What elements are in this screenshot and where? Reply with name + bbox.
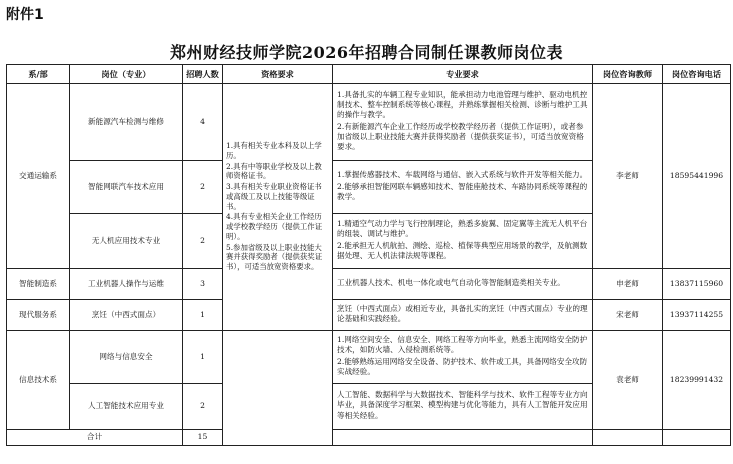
- position-cell: 工业机器人操作与运维: [70, 269, 183, 300]
- count-cell: 1: [183, 300, 223, 331]
- position-cell: 新能源汽车检测与维修: [70, 84, 183, 161]
- major-cell: [333, 269, 593, 300]
- major-item: 人工智能、数据科学与大数据技术、智能科学与技术、软件工程等专业方向毕业，具备深度学习框架、模型构建与优化等能力，具有人工智能开发应用等相关经验。: [337, 390, 588, 420]
- position-cell: 烹饪（中西式面点）: [70, 300, 183, 331]
- major-item: 2.能承担无人机航拍、测绘、巡检、植保等典型应用场景的教学，及航测数据处理、无人机法律法规等课程。: [337, 241, 588, 261]
- major-item: 2.有新能源汽车企业工作经历或学校教学经历者（提供工作证明），或者参加省级以上职业技能大赛并获得奖励者（提供获奖证书），可适当放宽资格要求。: [337, 122, 584, 152]
- major-item: 工业机器人技术、机电一体化或电气自动化等智能制造类相关专业。: [337, 277, 565, 287]
- count-cell: 4: [183, 84, 223, 161]
- header-qualification: 资格要求: [223, 65, 333, 84]
- teacher-manufacturing: 申老师: [593, 269, 663, 300]
- qualification-item: 2.具有中等职业学校及以上教师资格证书。: [226, 161, 322, 181]
- major-cell: [333, 214, 593, 269]
- header-count: 招聘人数: [183, 65, 223, 84]
- qualification-item: 5.参加省级及以上职业技能大赛并获得奖励者（提供获奖证书），可适当放宽资格要求。: [226, 242, 323, 272]
- count-cell: 2: [183, 214, 223, 269]
- header-row: [7, 65, 731, 84]
- dept-manufacturing: 智能制造系: [7, 269, 70, 300]
- major-cell: [333, 331, 593, 384]
- count-cell: 2: [183, 384, 223, 430]
- major-item: 2.能够承担智能网联车辆感知技术、智能座舱技术、车路协同系统等课程的教学。: [337, 181, 588, 201]
- qualification-item: 1.具有相关专业本科及以上学历。: [226, 141, 322, 160]
- page-title: 郑州财经技师学院2026年招聘合同制任课教师岗位表: [169, 43, 564, 62]
- total-label: 合计: [7, 430, 183, 446]
- major-item: 烹饪（中西式面点）或相近专业，具备扎实的烹饪（中西式面点）专业的理论基础和实践经验。: [337, 303, 588, 323]
- phone-service: 13937114255: [663, 300, 731, 331]
- table-row: [7, 269, 731, 300]
- position-cell: 智能网联汽车技术应用: [70, 161, 183, 214]
- position-cell: 无人机应用技术专业: [70, 214, 183, 269]
- count-cell: 3: [183, 269, 223, 300]
- teacher-transport: 李老师: [593, 84, 663, 269]
- total-empty: [663, 430, 731, 446]
- positions-table: [6, 64, 731, 446]
- major-cell: [333, 300, 593, 331]
- attachment-label: 附件1: [6, 7, 44, 23]
- dept-transport: 交通运输系: [7, 84, 70, 269]
- dept-service: 现代服务系: [7, 300, 70, 331]
- header-department: 系/部: [7, 65, 70, 84]
- position-cell: 网络与信息安全: [70, 331, 183, 384]
- count-cell: 1: [183, 331, 223, 384]
- header-contact-teacher: 岗位咨询教师: [593, 65, 663, 84]
- phone-transport: 18595441996: [663, 84, 731, 269]
- table-row: [7, 331, 731, 384]
- total-row: [7, 430, 731, 446]
- table-row: [7, 300, 731, 331]
- count-cell: 2: [183, 161, 223, 214]
- teacher-it: 袁老师: [593, 331, 663, 430]
- major-item: 2.能够熟练运用网络安全设备、防护技术、软件或工具，具备网络安全攻防实战经验。: [337, 357, 588, 377]
- position-cell: 人工智能技术应用专业: [70, 384, 183, 430]
- phone-it: 18239991432: [663, 331, 731, 430]
- qualification-item: 3.具有相关专业职业资格证书或高级工及以上技能等级证书。: [226, 182, 322, 211]
- qualification-cell: [223, 84, 333, 331]
- major-item: 1.网络空间安全、信息安全、网络工程等方向毕业，熟悉主流网络安全防护技术，如防火墙、入侵检测系统等。: [337, 334, 588, 354]
- header-position: 岗位（专业）: [70, 65, 183, 84]
- dept-it: 信息技术系: [7, 331, 70, 430]
- major-item: 1.掌握传感器技术、车载网络与通信、嵌入式系统与软件开发等相关能力。: [337, 169, 588, 179]
- major-item: 1.精通空气动力学与飞行控制理论，熟悉多旋翼、固定翼等主流无人机平台的组装、调试与维护。: [337, 218, 588, 238]
- phone-manufacturing: 13837115960: [663, 269, 731, 300]
- major-item: 1.具备扎实的车辆工程专业知识，能承担动力电池管理与维护、驱动电机控制技术、整车控制系统等核心课程，并熟练掌握相关检测、诊断与维护工具的操作与教学。: [337, 89, 588, 119]
- table-row: [7, 84, 731, 161]
- qualification-cell-empty: [223, 331, 333, 446]
- total-empty: [333, 430, 593, 446]
- qualification-item: 4.具有专业相关企业工作经历或学校教学经历（提供工作证明）。: [226, 212, 323, 241]
- major-cell: [333, 84, 593, 161]
- major-cell: [333, 161, 593, 214]
- total-count: 15: [183, 430, 223, 446]
- total-empty: [593, 430, 663, 446]
- header-major-requirements: 专业要求: [333, 65, 593, 84]
- header-contact-phone: 岗位咨询电话: [663, 65, 731, 84]
- major-cell: [333, 384, 593, 430]
- teacher-service: 宋老师: [593, 300, 663, 331]
